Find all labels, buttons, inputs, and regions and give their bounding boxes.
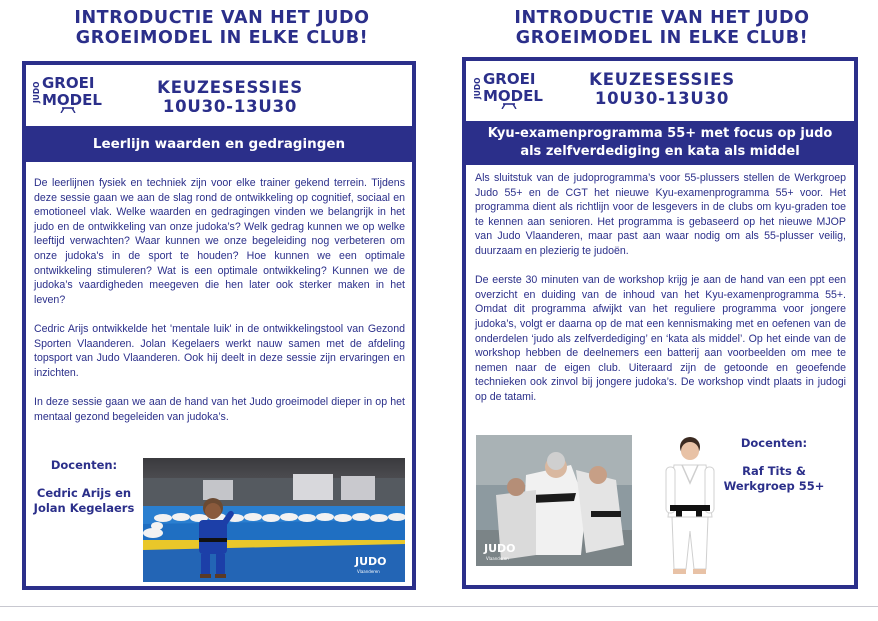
judo-seniors-photo-image (476, 435, 632, 566)
white-gi-judoka-icon (648, 433, 726, 579)
right-docenten (722, 436, 826, 494)
left-session-label: KEUZESESSIES (157, 78, 303, 97)
judo-hall-photo-image (143, 458, 405, 582)
left-paragraph-3: In deze sessie gaan we aan de hand van het Judo groeimodel dieper in op het mentaal gezond begeleiden van judoka’s. (34, 395, 405, 423)
right-page-heading (462, 8, 862, 48)
groeimodel-logo-icon (473, 69, 551, 109)
left-docenten (32, 458, 136, 516)
right-session-label: KEUZESESSIES (589, 70, 735, 89)
svg-text:GROEI: GROEI (42, 74, 95, 92)
left-session-hours: 10U30-13U30 (162, 97, 298, 116)
page-bottom-divider (0, 606, 878, 607)
left-groeimodel-logo (32, 73, 110, 113)
right-session-title-band (466, 121, 854, 165)
photo-judo-logo-sub: Vlaanderen (357, 569, 380, 574)
right-heading-line2: GROEIMODEL IN ELKE CLUB! (515, 28, 809, 48)
right-session-title-line1: Kyu-examenprogramma 55+ met focus op judo (487, 126, 833, 141)
right-session-hours: 10U30-13U30 (594, 89, 730, 108)
left-session-title: Leerlijn waarden en gedragingen (92, 136, 346, 152)
left-description (34, 176, 405, 439)
right-description (475, 171, 846, 419)
svg-text:JUDO: JUDO (32, 81, 41, 103)
left-docenten-label: Docenten: (50, 458, 118, 472)
right-docenten-label: Docenten: (740, 436, 808, 450)
groeimodel-logo-icon (32, 73, 110, 113)
left-page-heading (22, 8, 422, 48)
svg-text:MODEL: MODEL (42, 91, 102, 109)
right-groeimodel-logo (473, 69, 551, 109)
judoka-illustration (648, 433, 726, 579)
right-session-title-line2: als zelfverdediging en kata als middel (520, 144, 800, 159)
right-paragraph-2: De eerste 30 minuten van de workshop krijg je aan de hand van een ppt een overzicht en duiding van de inhoud van het Kyu-examenprogramma 55+. Omdat dit programma afwijkt van het reguliere programma voor jongere judoka’s, volgt er daarna op de mat een kennismaking met en oefenen van de onderdelen ‘judo als zelfverdediging’ en ‘kata als middel’. Op het einde van de workshop hebben de deelnemers een batterij aan voorbeelden om mee te nemen naar de eigen club. Uiteraard zijn de getoonde en geoefende technieken ook zinvol bij jongere judoka’s. De workshop vindt plaats in judogi op de tatami. (475, 274, 846, 403)
right-docenten-names: Raf Tits & Werkgroep 55+ (723, 464, 825, 493)
left-paragraph-2: Cedric Arijs ontwikkelde het 'mentale luik' in de ontwikkelingstool van Gezond Sporten Vlaanderen. Jolan Kegelaers werkt nauw samen met de afdeling topsport van Judo Vlaanderen. Ook hij deelt in deze sessie zijn ervaringen en inzichten. (34, 322, 405, 379)
svg-text:JUDO: JUDO (473, 77, 482, 99)
photo-judo-logo: JUDO (484, 542, 516, 555)
left-paragraph-1: De leerlijnen fysiek en techniek zijn voor elke trainer gekend terrein. Tijdens deze sessie gaan we aan de slag rond de ontwikkeling op cognitief, sociaal en emotioneel vlak. Welke waarden en gedragingen vinden we belangrijk in het judo en de ontwikkeling van onze judoka’s? Welk gedrag kunnen we op welke leeftijd verwachten? Waar kunnen we onze begeleiding nog verbeteren om onze judoka's in de sport te houden? Hoe kunnen we een optimale ontwikkeling stimuleren? Wat is een optimale ontwikkeling? Kunnen we de judoka’s vaardigheden meegeven die hen later ook sterker maken in het leven? (34, 177, 405, 306)
left-heading-line2: GROEIMODEL IN ELKE CLUB! (75, 28, 369, 48)
svg-text:GROEI: GROEI (483, 70, 536, 88)
right-photo-judo-seniors (476, 435, 632, 566)
left-session-title-band (26, 126, 412, 162)
right-paragraph-1: Als sluitstuk van de judoprogramma’s voor 55-plussers stellen de Werkgroep Judo 55+ en de CGT het nieuwe Kyu-examenprogramma 55+ voor. Het programma dient als richtlijn voor de lesgevers in de clubs om kyu-graden toe te kennen aan senioren. Het programma is gebaseerd op het nieuwe MJOP van Judo Vlaanderen, maar past aan waar nodig om als 55-plusser veilig, duurzaam en plezierig te judoën. (475, 172, 846, 257)
right-heading-line1: INTRODUCTIE VAN HET JUDO (514, 8, 810, 28)
left-session-time (130, 78, 330, 116)
left-docenten-names: Cedric Arijs en Jolan Kegelaers (33, 486, 135, 515)
photo-judo-logo: JUDO (355, 555, 387, 568)
photo-judo-logo-sub: Vlaanderen (486, 556, 509, 561)
left-photo-judo-hall (143, 458, 405, 582)
right-session-time (562, 70, 762, 108)
svg-text:MODEL: MODEL (483, 87, 543, 105)
left-heading-line1: INTRODUCTIE VAN HET JUDO (74, 8, 370, 28)
